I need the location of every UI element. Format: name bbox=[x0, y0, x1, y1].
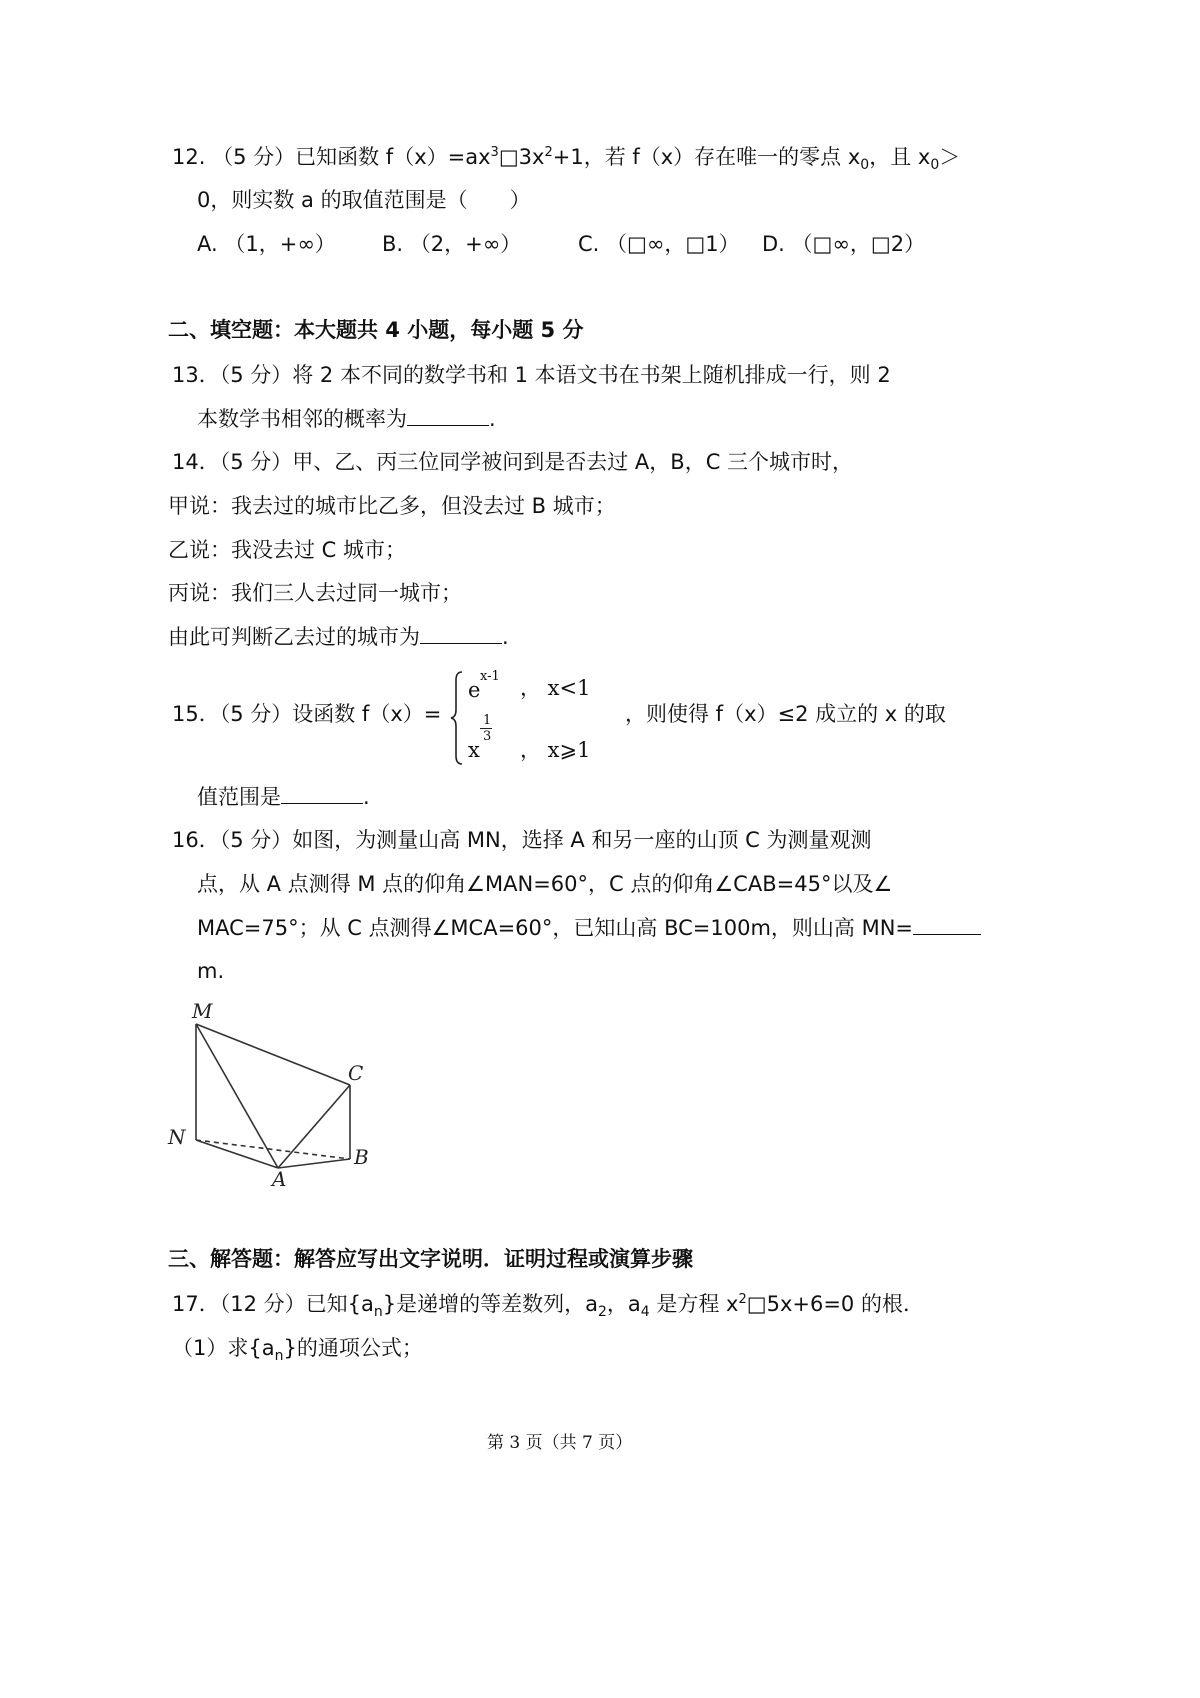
q12-text-c: +1，若 f（x）存在唯一的零点 x bbox=[552, 145, 861, 169]
case2-base: x bbox=[468, 738, 480, 762]
q14-period: . bbox=[502, 625, 509, 649]
answer-blank bbox=[407, 411, 489, 426]
q12-number: 12. bbox=[172, 145, 206, 169]
q12-sub-0a: 0 bbox=[860, 157, 870, 173]
missing-glyph-icon: □ bbox=[746, 1292, 767, 1316]
q14-line4: 丙说：我们三人去过同一城市； bbox=[168, 581, 462, 605]
option-a-label: A. bbox=[197, 232, 218, 256]
option-b-text: （2，+∞） bbox=[409, 232, 522, 256]
case2-denominator: 3 bbox=[483, 729, 492, 744]
segment-mc bbox=[196, 1024, 350, 1085]
label-m: M bbox=[192, 999, 213, 1023]
case2-numerator: 1 bbox=[483, 713, 492, 728]
q14-line3: 乙说：我没去过 C 城市； bbox=[168, 538, 407, 562]
q12-option-a bbox=[197, 234, 336, 255]
q17-part1-text-a: （1）求{a bbox=[172, 1336, 275, 1360]
q17-sub-2: 2 bbox=[597, 1304, 607, 1320]
answer-blank bbox=[913, 920, 981, 935]
q12-sup-3: 3 bbox=[490, 145, 499, 160]
q12-line1 bbox=[172, 145, 961, 173]
q17-text-e: 5x+6=0 的根． bbox=[766, 1292, 924, 1316]
q15-piecewise bbox=[450, 668, 610, 768]
q16-line1: 16．（5 分）如图，为测量山高 MN，选择 A 和另一座的山顶 C 为测量观测 bbox=[172, 828, 872, 852]
section-3-heading: 三、解答题：解答应写出文字说明．证明过程或演算步骤 bbox=[168, 1247, 693, 1271]
q14-line5-text: 由此可判断乙去过的城市为 bbox=[168, 625, 420, 649]
q15-period: . bbox=[363, 785, 370, 809]
option-a-text: （1，+∞） bbox=[224, 232, 336, 256]
q15-tail: ，则使得 f（x）≤2 成立的 x 的取 bbox=[625, 702, 946, 726]
q14-line1: 14．（5 分）甲、乙、丙三位同学被问到是否去过 A，B，C 三个城市时， bbox=[172, 450, 854, 474]
case2-condition: ， x⩾1 bbox=[520, 738, 591, 762]
answer-blank bbox=[420, 629, 502, 644]
section-2-heading: 二、填空题：本大题共 4 小题，每小题 5 分 bbox=[168, 318, 584, 342]
case1-exponent: x-1 bbox=[480, 669, 500, 684]
option-c-label: C. bbox=[578, 232, 600, 256]
q17-text-b: }是递增的等差数列，a bbox=[382, 1292, 598, 1316]
missing-glyph-icon: □ bbox=[498, 145, 519, 169]
answer-blank bbox=[281, 789, 363, 804]
q16-line3-text: MAC=75°；从 C 点测得∠MCA=60°，已知山高 BC=100m，则山高 MN= bbox=[197, 916, 914, 940]
label-n: N bbox=[168, 1125, 186, 1149]
q12-text-a: （5 分）已知函数 f（x）=ax bbox=[212, 145, 491, 169]
page-footer: 第 3 页（共 7 页） bbox=[487, 1433, 633, 1453]
q17-part1 bbox=[172, 1336, 423, 1364]
left-brace-icon bbox=[450, 670, 464, 766]
mountain-height-figure bbox=[162, 998, 392, 1188]
case1-condition: ， x<1 bbox=[520, 676, 591, 700]
q17-part1-text-b: }的通项公式； bbox=[283, 1336, 423, 1360]
q13-line2-text: 本数学书相邻的概率为 bbox=[197, 407, 407, 431]
q17-sub-4: 4 bbox=[640, 1304, 650, 1320]
q12-option-b bbox=[382, 234, 521, 255]
q13-period: . bbox=[489, 407, 496, 431]
segment-ac bbox=[278, 1085, 350, 1168]
q12-text-d: ，且 x bbox=[869, 145, 931, 169]
q12-option-c bbox=[578, 234, 740, 255]
label-a: A bbox=[272, 1167, 287, 1188]
q13-line1: 13．（5 分）将 2 本不同的数学书和 1 本语文书在书架上随机排成一行，则 2 bbox=[172, 363, 891, 387]
q12-text-e: ＞ bbox=[939, 145, 961, 169]
q17-sub-n: n bbox=[373, 1304, 383, 1320]
missing-glyph-icon: □ bbox=[812, 232, 833, 256]
q14-line2: 甲说：我去过的城市比乙多，但没去过 B 城市； bbox=[168, 494, 616, 518]
q13-line2 bbox=[197, 409, 496, 430]
case1-base: e bbox=[468, 678, 481, 702]
q12-sup-2: 2 bbox=[544, 145, 553, 160]
segment-ma bbox=[196, 1024, 278, 1168]
q15-lead: 15．（5 分）设函数 f（x）= bbox=[172, 702, 442, 726]
q12-option-d bbox=[762, 234, 925, 255]
q17-line1 bbox=[172, 1292, 924, 1320]
q15-line2-text: 值范围是 bbox=[197, 785, 281, 809]
option-b-label: B. bbox=[382, 232, 404, 256]
q14-line5 bbox=[168, 627, 509, 648]
option-c-text: （□∞，□1） bbox=[606, 232, 740, 256]
label-c: C bbox=[348, 1061, 364, 1085]
option-d-text: （□∞，□2） bbox=[791, 232, 926, 256]
missing-glyph-icon: □ bbox=[685, 232, 706, 256]
q17-text-d: 是方程 x bbox=[649, 1292, 739, 1316]
q12-line2: 0，则实数 a 的取值范围是（ ） bbox=[197, 188, 531, 212]
label-b: B bbox=[354, 1145, 369, 1169]
q17-sup-2: 2 bbox=[738, 1292, 747, 1307]
q16-line4: m. bbox=[197, 959, 225, 983]
segment-ab bbox=[278, 1159, 350, 1168]
q12-text-b: 3x bbox=[518, 145, 545, 169]
missing-glyph-icon: □ bbox=[870, 232, 891, 256]
missing-glyph-icon: □ bbox=[627, 232, 647, 256]
q16-line3 bbox=[197, 918, 981, 939]
segment-nb-dashed bbox=[196, 1140, 350, 1159]
q12-sub-0b: 0 bbox=[930, 157, 940, 173]
option-d-label: D. bbox=[762, 232, 785, 256]
q17-text-c: ，a bbox=[606, 1292, 641, 1316]
q15-line2 bbox=[197, 787, 370, 808]
q17-text-a: 17．（12 分）已知{a bbox=[172, 1292, 374, 1316]
q17-part1-sub-n: n bbox=[274, 1348, 284, 1364]
segment-na bbox=[196, 1140, 278, 1168]
q16-line2: 点，从 A 点测得 M 点的仰角∠MAN=60°，C 点的仰角∠CAB=45°以及∠ bbox=[197, 872, 893, 896]
